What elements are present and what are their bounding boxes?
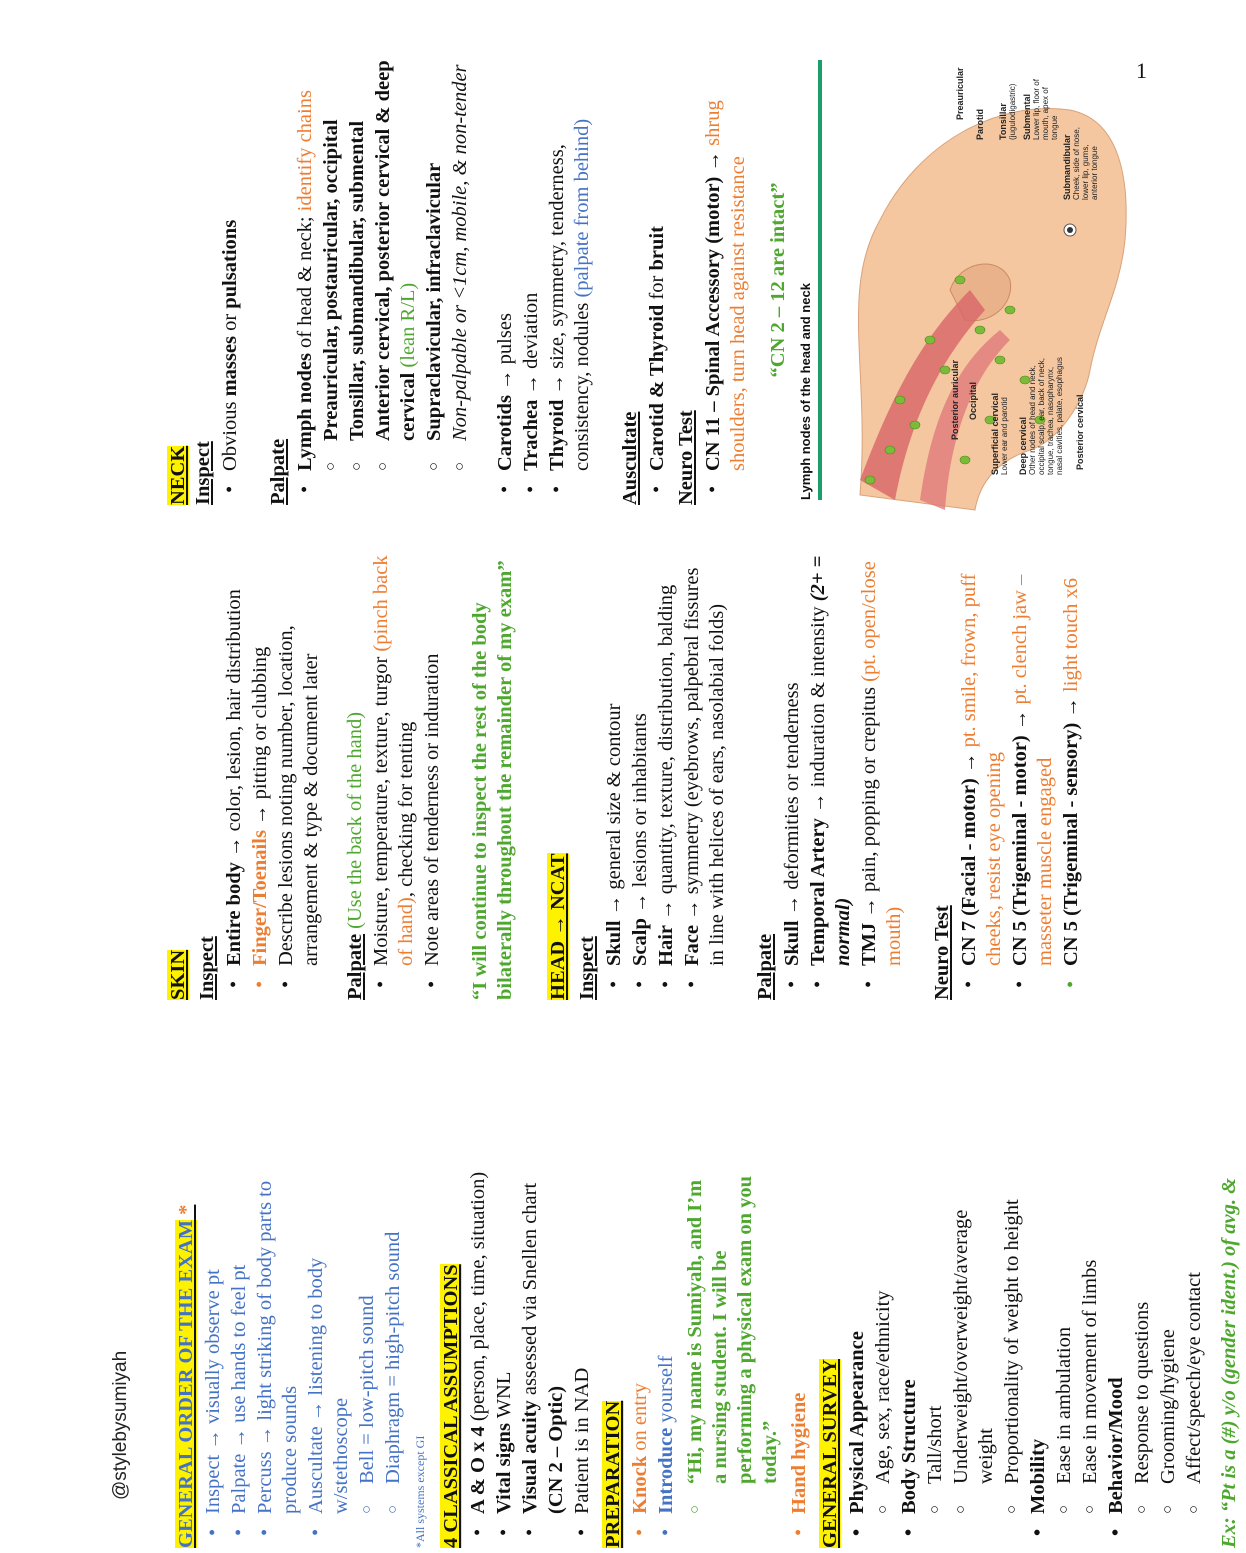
label-tonsillar: Tonsillar xyxy=(998,103,1008,140)
head-neuro-label: Neuro Test xyxy=(931,905,953,1000)
column-neck xyxy=(160,55,795,505)
label-parotid: Parotid xyxy=(975,108,985,140)
lymph-chain-item: ○ Anterior cervical, posterior cervical & deep cervical (lean R/L) xyxy=(371,55,421,505)
assumptions-heading xyxy=(439,1168,464,1548)
neck-palpate-list xyxy=(493,55,595,505)
neck-inspect-item: • Obvious masses or pulsations xyxy=(218,55,243,505)
survey-heading-item: • Physical Appearance xyxy=(845,1168,870,1548)
skin-inspect-item: • Describe lesions noting number, location, arrangement & type & document later xyxy=(274,555,324,1000)
preparation-heading xyxy=(601,1168,626,1548)
survey-sub-item: ○ Response to questions xyxy=(1130,1168,1155,1548)
assumption-list xyxy=(466,1168,595,1548)
preparation-title: PREPARATION xyxy=(602,1400,624,1548)
label-deep-cervical: Deep cervical xyxy=(1018,416,1028,475)
head-inspect-item: • Face → symmetry (eyebrows, palpebral fissures in line with helices of ears, nasolabial folds) xyxy=(680,555,730,1000)
assumption-item: • A & O x 4 (person, place, time, situation) xyxy=(466,1168,491,1548)
cn11-item: • CN 11 – Spinal Accessory (motor) → shrug shoulders, turn head against resistance xyxy=(701,55,751,505)
page-number: 1 xyxy=(1136,58,1147,83)
neck-palpate-item: • Trachea → deviation xyxy=(519,55,544,505)
head-inspect-item: • Skull → general size & contour xyxy=(602,555,627,1000)
skin-palpate-moisture: • Moisture, temperature, texture, turgor (pinch back of hand), checking for tenting xyxy=(369,555,419,1000)
head-neuro-list xyxy=(957,555,1084,1000)
label-superficial-desc: Lower ear and parotid xyxy=(1000,397,1009,475)
head-palpate-item: • Skull → deformities or tenderness xyxy=(780,555,805,1000)
label-submental: Submental xyxy=(1022,93,1032,140)
lymph-chain-item: ○ Supraclavicular, infraclavicular xyxy=(422,55,447,505)
head-neuro-item: • CN 5 (Trigeminal - motor) → pt. clench jaw – masseter muscle engaged xyxy=(1008,555,1058,1000)
skin-inspect-item: • Finger/Toenails → pitting or clubbing xyxy=(248,555,273,1000)
survey-sub-item: ○ Age, sex, race/ethnicity xyxy=(871,1168,896,1548)
label-submental-desc: Lower lip, floor of mouth, apex of tongue xyxy=(1032,79,1059,140)
general-order-title: GENERAL ORDER OF THE EXAM xyxy=(175,1219,197,1548)
prep-quote: ○ “Hi, my name is Sumiyah, and I’m a nursing student. I will be performing a physical exam on you today.” xyxy=(683,1168,783,1548)
label-superficial-cervical: Superficial cervical xyxy=(990,392,1000,475)
head-neuro-item: • CN 7 (Facial - motor) → pt. smile, frown, puff cheeks, resist eye opening xyxy=(957,555,1007,1000)
head-palpate-list xyxy=(780,555,907,1000)
auscultate-label: Auscultate xyxy=(619,411,641,505)
auscultate-item: • Carotid & Thyroid for bruit xyxy=(645,55,670,505)
survey-sub-item: ○ Ease in ambulation xyxy=(1052,1168,1077,1548)
order-item: • Auscultate → listening to body w/stethoscope xyxy=(304,1168,354,1548)
lymph-chain-list xyxy=(319,55,447,505)
label-deep-desc: Other nodes of head and neck, occipital scalp, ear, back of neck, tongue, trachea, nasopharynx, nasal cavities, palate, esophagus xyxy=(1028,357,1064,475)
survey-sub-item: ○ Ease in movement of limbs xyxy=(1078,1168,1103,1548)
label-tonsillar-sub: (jugulodigastric) xyxy=(1008,83,1017,140)
prep-knock: • Knock on entry xyxy=(628,1168,653,1548)
survey-heading-item: • Behavior/Mood xyxy=(1104,1168,1129,1548)
auscultate-sub-item: ○ Bell = low-pitch sound xyxy=(355,1168,380,1548)
skin-palpate-tenderness: • Note areas of tenderness or induration xyxy=(420,555,445,1000)
head-inspect-label: Inspect xyxy=(576,936,598,1000)
neck-heading xyxy=(166,55,191,505)
lymph-chain-item: ○ Preauricular, postauricular, occipital xyxy=(319,55,344,505)
general-survey-heading xyxy=(818,1168,843,1548)
example-statement: Ex: “Pt is a (#) y/o (gender ident.) of avg. & xyxy=(1218,1177,1240,1548)
assumption-item: • Visual acuity assessed via Snellen chart xyxy=(518,1168,543,1548)
survey-sub-item: ○ Proportionality of weight to height xyxy=(1000,1168,1025,1548)
neck-palpate-label: Palpate xyxy=(267,438,289,505)
survey-sub-item: ○ Underweight/overweight/average weight xyxy=(949,1168,999,1548)
head-inspect-list xyxy=(602,555,730,1000)
lymph-chain-item: ○ Tonsillar, submandibular, submental xyxy=(345,55,370,505)
label-preauricular: Preauricular xyxy=(955,67,965,120)
head-inspect-item: • Scalp → lesions or inhabitants xyxy=(628,555,653,1000)
cn-intact-quote: “CN 2 – 12 are intact” xyxy=(767,182,789,378)
continue-quote: “I will continue to inspect the rest of the body bilaterally throughout the remainder of my exam” xyxy=(469,560,516,1000)
head-heading xyxy=(546,555,571,1000)
head-inspect-item: • Hair → quantity, texture, distribution, balding xyxy=(654,555,679,1000)
head-palpate-item: • TMJ → pain, popping or crepitus (pt. open/close mouth) xyxy=(857,555,907,1000)
label-posterior-auricular: Posterior auricular xyxy=(950,359,960,440)
label-submandibular: Submandibular xyxy=(1062,134,1072,200)
neck-neuro-label: Neuro Test xyxy=(675,410,697,505)
prep-introduce: • Introduce yourself xyxy=(654,1168,679,1548)
author-handle: @stylebysumiyah xyxy=(110,1350,131,1500)
skin-inspect-list xyxy=(222,555,324,1000)
systems-note: *All systems except GI xyxy=(413,1435,427,1548)
general-order-star: * xyxy=(175,1204,197,1220)
neck-title: NECK xyxy=(167,445,189,505)
label-occipital: Occipital xyxy=(968,381,978,420)
order-item: • Inspect → visually observe pt xyxy=(201,1168,226,1548)
skin-palpate-heading: Palpate (Use the back of the hand) xyxy=(344,711,366,1000)
skin-inspect-item: • Entire body → color, lesion, hair distribution xyxy=(222,555,247,1000)
general-survey-title: GENERAL SURVEY xyxy=(819,1359,841,1548)
survey-sub-item: ○ Grooming/hygiene xyxy=(1156,1168,1181,1548)
skin-inspect-label: Inspect xyxy=(196,936,218,1000)
survey-heading-item: • Body Structure xyxy=(897,1168,922,1548)
label-posterior-cervical: Posterior cervical xyxy=(1075,394,1085,470)
label-submandibular-desc: Cheek, side of nose, lower lip, gums, anterior tongue xyxy=(1072,127,1099,200)
auscultate-sub-item: ○ Diaphragm = high-pitch sound xyxy=(381,1168,406,1548)
survey-heading-item: • Mobility xyxy=(1026,1168,1051,1548)
figure-caption: Lymph nodes of the head and neck xyxy=(798,283,813,500)
column-general xyxy=(168,1168,1246,1548)
lymph-normal: ○ Non-palpable or <1cm, mobile, & non-tender xyxy=(448,55,473,505)
order-item: • Percuss → light striking of body parts to produce sounds xyxy=(253,1168,303,1548)
head-neuro-item: • CN 5 (Trigeminal - sensory) → light touch x6 xyxy=(1059,555,1084,1000)
assumptions-title: 4 CLASSICAL ASSUMPTIONS xyxy=(440,1264,462,1548)
neck-palpate-item: • Carotids → pulses xyxy=(493,55,518,505)
assumption-item: (CN 2 – Optic) xyxy=(545,1385,567,1514)
survey-sub-item: ○ Tall/short xyxy=(923,1168,948,1548)
assumption-item: • Patient is in NAD xyxy=(570,1168,595,1548)
assumption-item: • Vital signs WNL xyxy=(492,1168,517,1548)
skin-heading xyxy=(166,555,191,1000)
head-title: HEAD → NCAT xyxy=(547,853,569,1000)
survey-list xyxy=(845,1168,1207,1548)
head-palpate-item: • Temporal Artery → induration & intensity (2+ = normal) xyxy=(806,555,856,1000)
survey-sub-item: ○ Affect/speech/eye contact xyxy=(1182,1168,1207,1548)
prep-hand-hygiene: • Hand hygiene xyxy=(787,1168,812,1548)
neck-palpate-item: • Thyroid → size, symmetry, tenderness, consistency, nodules (palpate from behind) xyxy=(545,55,595,505)
head-palpate-label: Palpate xyxy=(754,933,776,1000)
order-item: • Palpate → use hands to feel pt xyxy=(227,1168,252,1548)
skin-title: SKIN xyxy=(167,949,189,1000)
neck-inspect-label: Inspect xyxy=(192,441,214,505)
general-order-heading xyxy=(174,1168,199,1548)
column-skin-head xyxy=(160,555,1085,1000)
order-list xyxy=(201,1168,406,1548)
lymph-nodes-item: • Lymph nodes of head & neck; identify chains xyxy=(293,55,318,505)
